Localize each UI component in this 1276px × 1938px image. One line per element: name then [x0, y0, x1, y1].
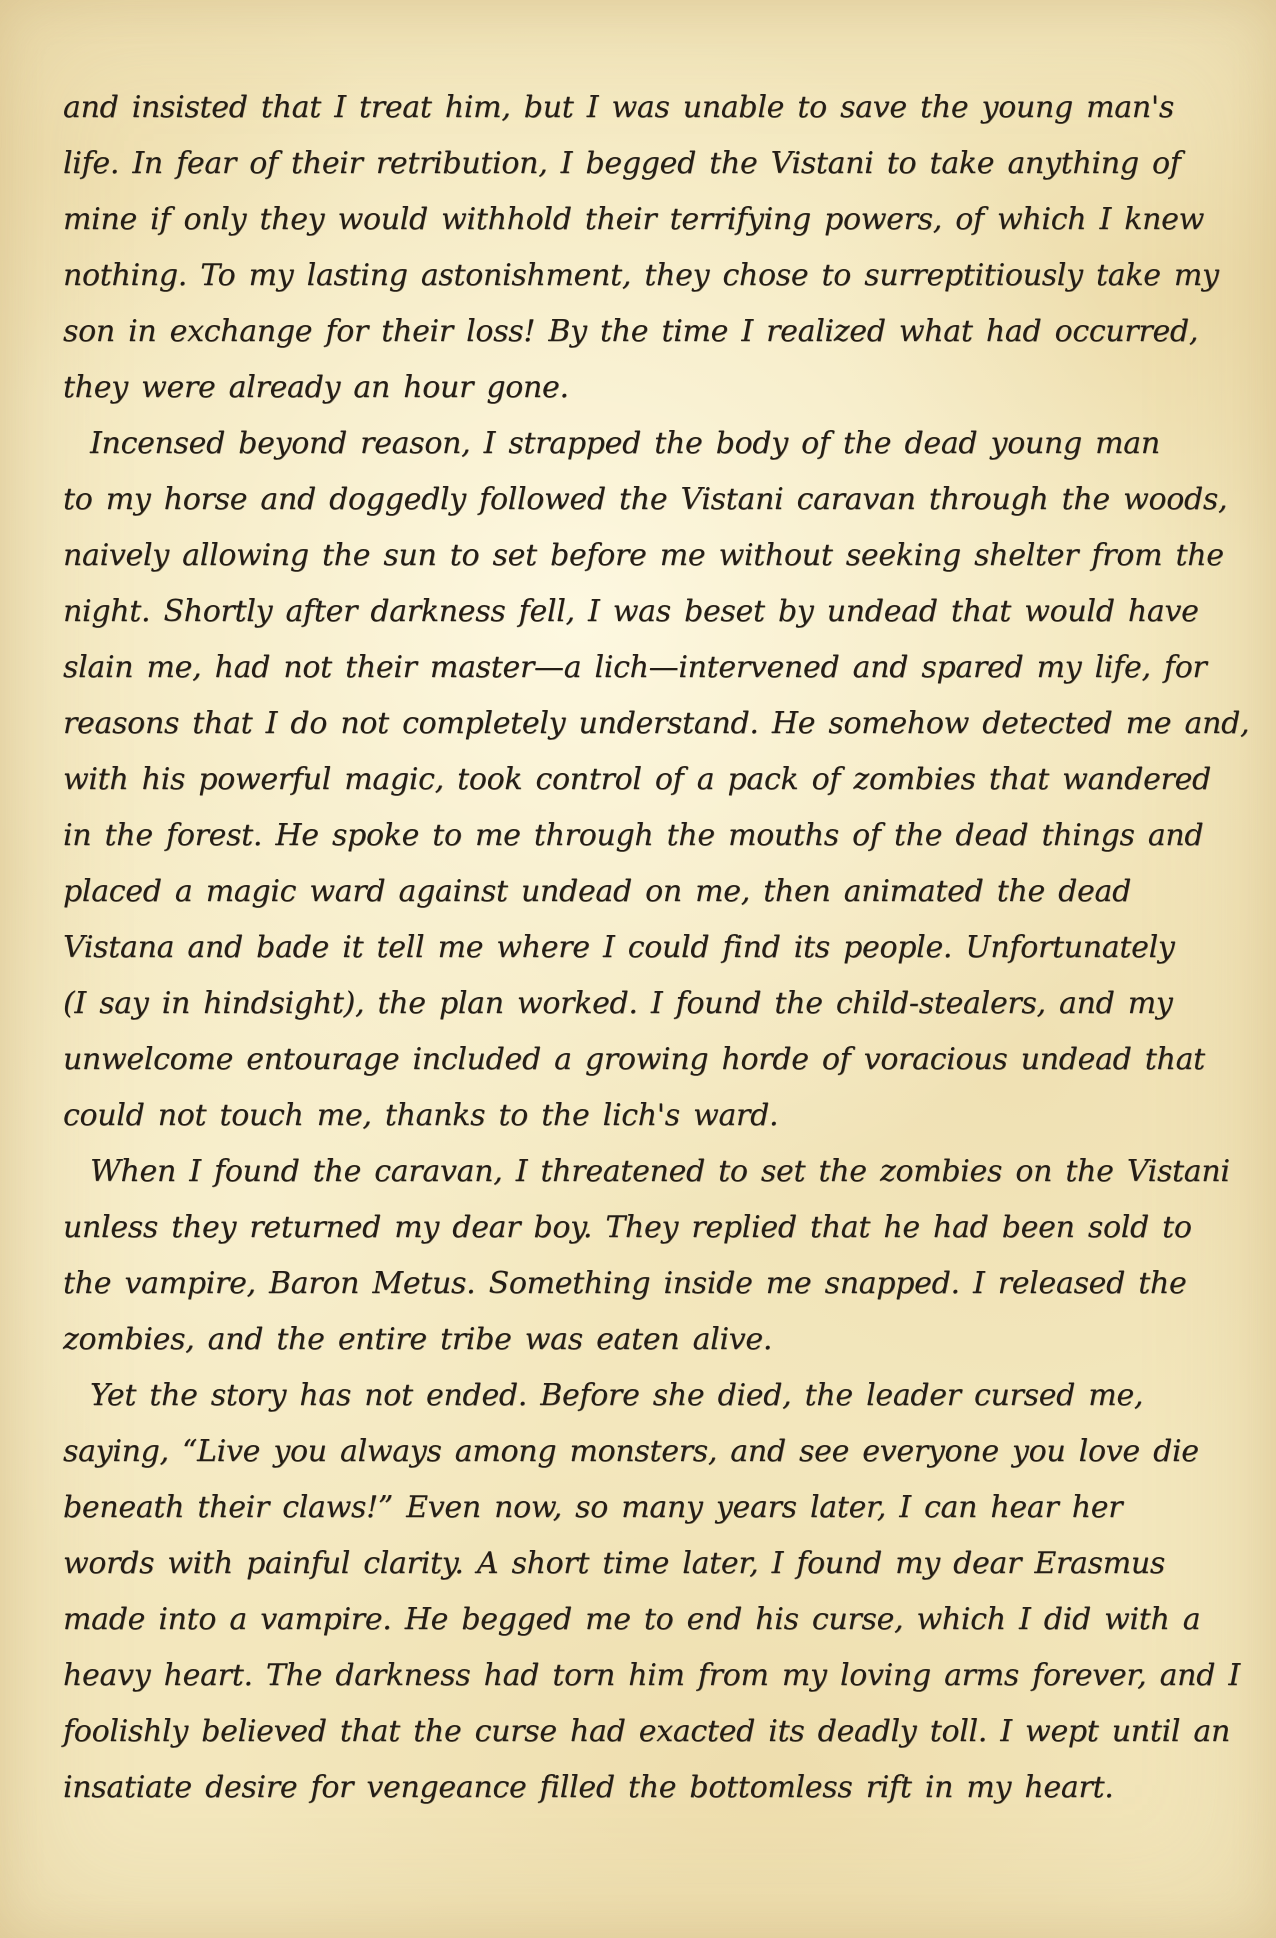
text-line: in the forest. He spoke to me through the mouths of the dead things and [63, 818, 1204, 853]
text-line: saying, “Live you always among monsters, and see everyone you love die [63, 1434, 1199, 1469]
text-line: to my horse and doggedly followed the Vistani caravan through the woods, [63, 482, 1228, 517]
text-line: heavy heart. The darkness had torn him from my loving arms forever, and I [63, 1658, 1240, 1693]
text-line: Vistana and bade it tell me where I could find its people. Unfortunately [63, 930, 1175, 965]
text-line: unless they returned my dear boy. They replied that he had been sold to [63, 1210, 1192, 1245]
text-line: night. Shortly after darkness fell, I was beset by undead that would have [63, 594, 1199, 629]
text-line: with his powerful magic, took control of a pack of zombies that wandered [63, 762, 1211, 797]
text-line: mine if only they would withhold their terrifying powers, of which I knew [63, 202, 1205, 237]
text-line: zombies, and the entire tribe was eaten alive. [63, 1322, 773, 1357]
text-line: the vampire, Baron Metus. Something inside me snapped. I released the [63, 1266, 1187, 1301]
journal-text [63, 80, 1250, 1816]
text-line: placed a magic ward against undead on me, then animated the dead [63, 874, 1132, 909]
text-line: words with painful clarity. A short time later, I found my dear Erasmus [63, 1546, 1165, 1581]
text-line: reasons that I do not completely understand. He somehow detected me and, [63, 706, 1250, 741]
text-line: and insisted that I treat him, but I was unable to save the young man's [63, 90, 1174, 125]
text-line: nothing. To my lasting astonishment, they chose to surreptitiously take my [63, 258, 1219, 293]
text-line: naively allowing the sun to set before me without seeking shelter from the [63, 538, 1224, 573]
text-line: Yet the story has not ended. Before she died, the leader cursed me, [90, 1378, 1144, 1413]
text-line: unwelcome entourage included a growing horde of voracious undead that [63, 1042, 1205, 1077]
text-line: son in exchange for their loss! By the time I realized what had occurred, [63, 314, 1199, 349]
text-line: (I say in hindsight), the plan worked. I found the child-stealers, and my [63, 986, 1173, 1021]
text-line: insatiate desire for vengeance filled the bottomless rift in my heart. [63, 1770, 1114, 1805]
text-line: slain me, had not their master—a lich—intervened and spared my life, for [63, 650, 1207, 685]
text-line: they were already an hour gone. [63, 370, 569, 405]
text-line: made into a vampire. He begged me to end his curse, which I did with a [63, 1602, 1201, 1637]
text-line: beneath their claws!” Even now, so many years later, I can hear her [63, 1490, 1123, 1525]
text-line: foolishly believed that the curse had exacted its deadly toll. I wept until an [63, 1714, 1231, 1749]
text-line: could not touch me, thanks to the lich's ward. [63, 1098, 779, 1133]
text-line: When I found the caravan, I threatened to set the zombies on the Vistani [90, 1154, 1230, 1189]
text-line: life. In fear of their retribution, I begged the Vistani to take anything of [63, 146, 1181, 181]
text-line: Incensed beyond reason, I strapped the body of the dead young man [90, 426, 1160, 461]
